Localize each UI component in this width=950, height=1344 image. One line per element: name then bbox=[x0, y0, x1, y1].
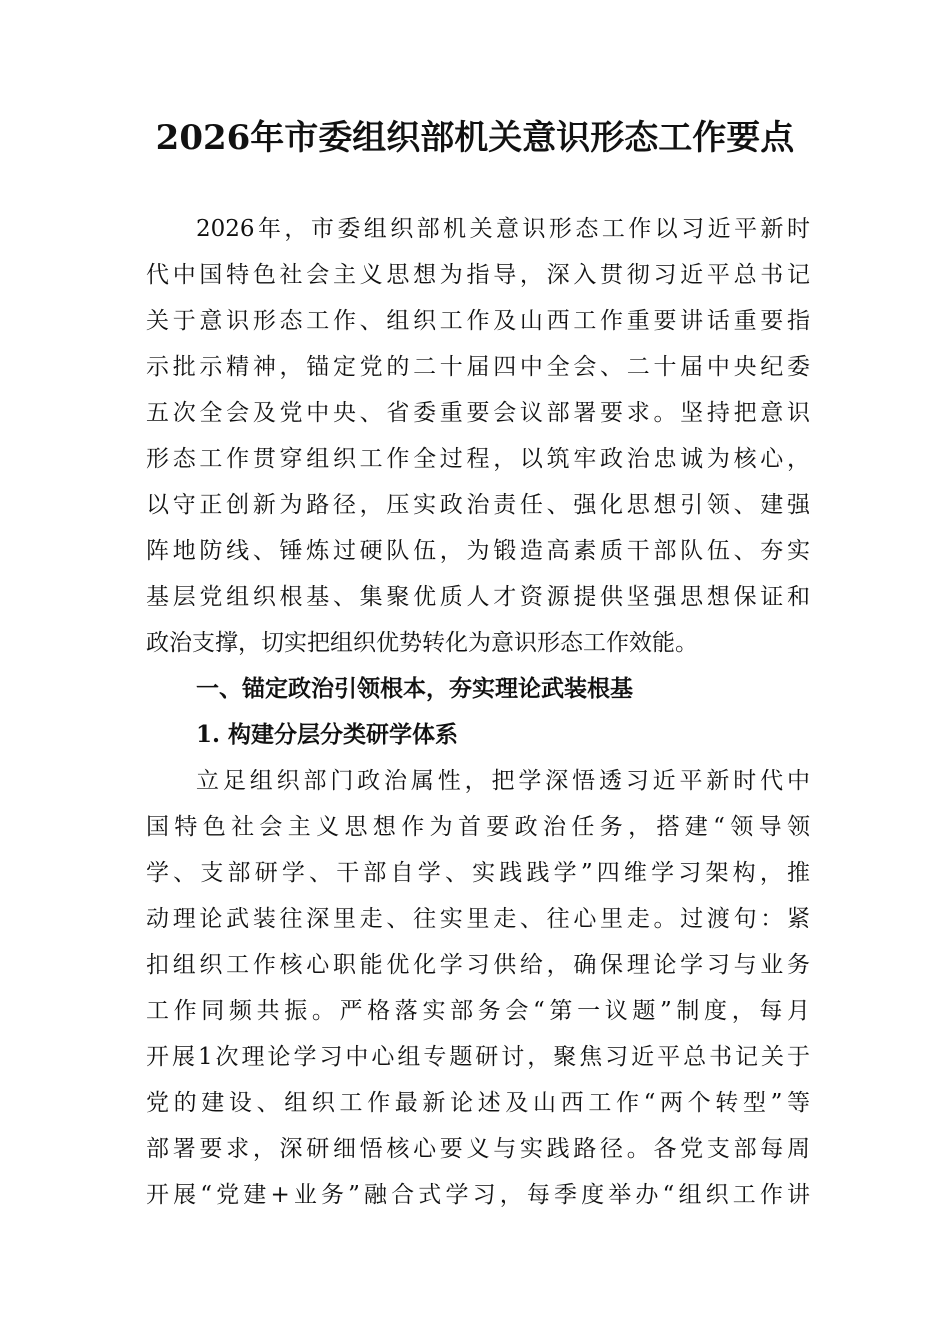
paragraph-1-line: 2026年，市委组织部机关意识形态工作以习近平新时 bbox=[196, 216, 810, 242]
paragraph-1-line: 关于意识形态工作、组织工作及山西工作重要讲话重要指 bbox=[146, 308, 810, 334]
document-title: 2026年市委组织部机关意识形态工作要点 bbox=[155, 118, 795, 158]
paragraph-1-line: 以守正创新为路径，压实政治责任、强化思想引领、建强 bbox=[146, 492, 810, 518]
paragraph-1-line: 政治支撑，切实把组织优势转化为意识形态工作效能。 bbox=[146, 630, 698, 656]
paragraph-2-line: 学、支部研学、干部自学、实践践学”四维学习架构，推 bbox=[146, 860, 810, 886]
paragraph-2-line: 党的建设、组织工作最新论述及山西工作“两个转型”等 bbox=[146, 1090, 810, 1116]
paragraph-2-line: 国特色社会主义思想作为首要政治任务，搭建“领导领 bbox=[146, 814, 810, 840]
paragraph-2-line: 扣组织工作核心职能优化学习供给，确保理论学习与业务 bbox=[146, 952, 810, 978]
paragraph-1-line: 基层党组织根基、集聚优质人才资源提供坚强思想保证和 bbox=[146, 584, 810, 610]
section-heading-1: 一、锚定政治引领根本，夯实理论武装根基 bbox=[196, 675, 633, 702]
paragraph-1-line: 阵地防线、锤炼过硬队伍，为锻造高素质干部队伍、夯实 bbox=[146, 538, 810, 564]
subsection-heading-1: 1. 构建分层分类研学体系 bbox=[196, 721, 459, 748]
paragraph-2-line: 立足组织部门政治属性，把学深悟透习近平新时代中 bbox=[196, 768, 810, 794]
paragraph-2-line: 部署要求，深研细悟核心要义与实践路径。各党支部每周 bbox=[146, 1136, 810, 1162]
paragraph-2-line: 动理论武装往深里走、往实里走、往心里走。过渡句：紧 bbox=[146, 906, 810, 932]
paragraph-1-line: 代中国特色社会主义思想为指导，深入贯彻习近平总书记 bbox=[146, 262, 810, 288]
paragraph-1-line: 五次全会及党中央、省委重要会议部署要求。坚持把意识 bbox=[146, 400, 810, 426]
paragraph-1-line: 示批示精神，锚定党的二十届四中全会、二十届中央纪委 bbox=[146, 354, 810, 380]
paragraph-2-line: 工作同频共振。严格落实部务会“第一议题”制度，每月 bbox=[146, 998, 810, 1024]
paragraph-1-line: 形态工作贯穿组织工作全过程，以筑牢政治忠诚为核心， bbox=[146, 446, 810, 472]
paragraph-2-line: 开展“党建+业务”融合式学习，每季度举办“组织工作讲 bbox=[146, 1182, 810, 1208]
document-body bbox=[146, 206, 810, 1218]
paragraph-2-line: 开展1次理论学习中心组专题研讨，聚焦习近平总书记关于 bbox=[146, 1044, 810, 1070]
